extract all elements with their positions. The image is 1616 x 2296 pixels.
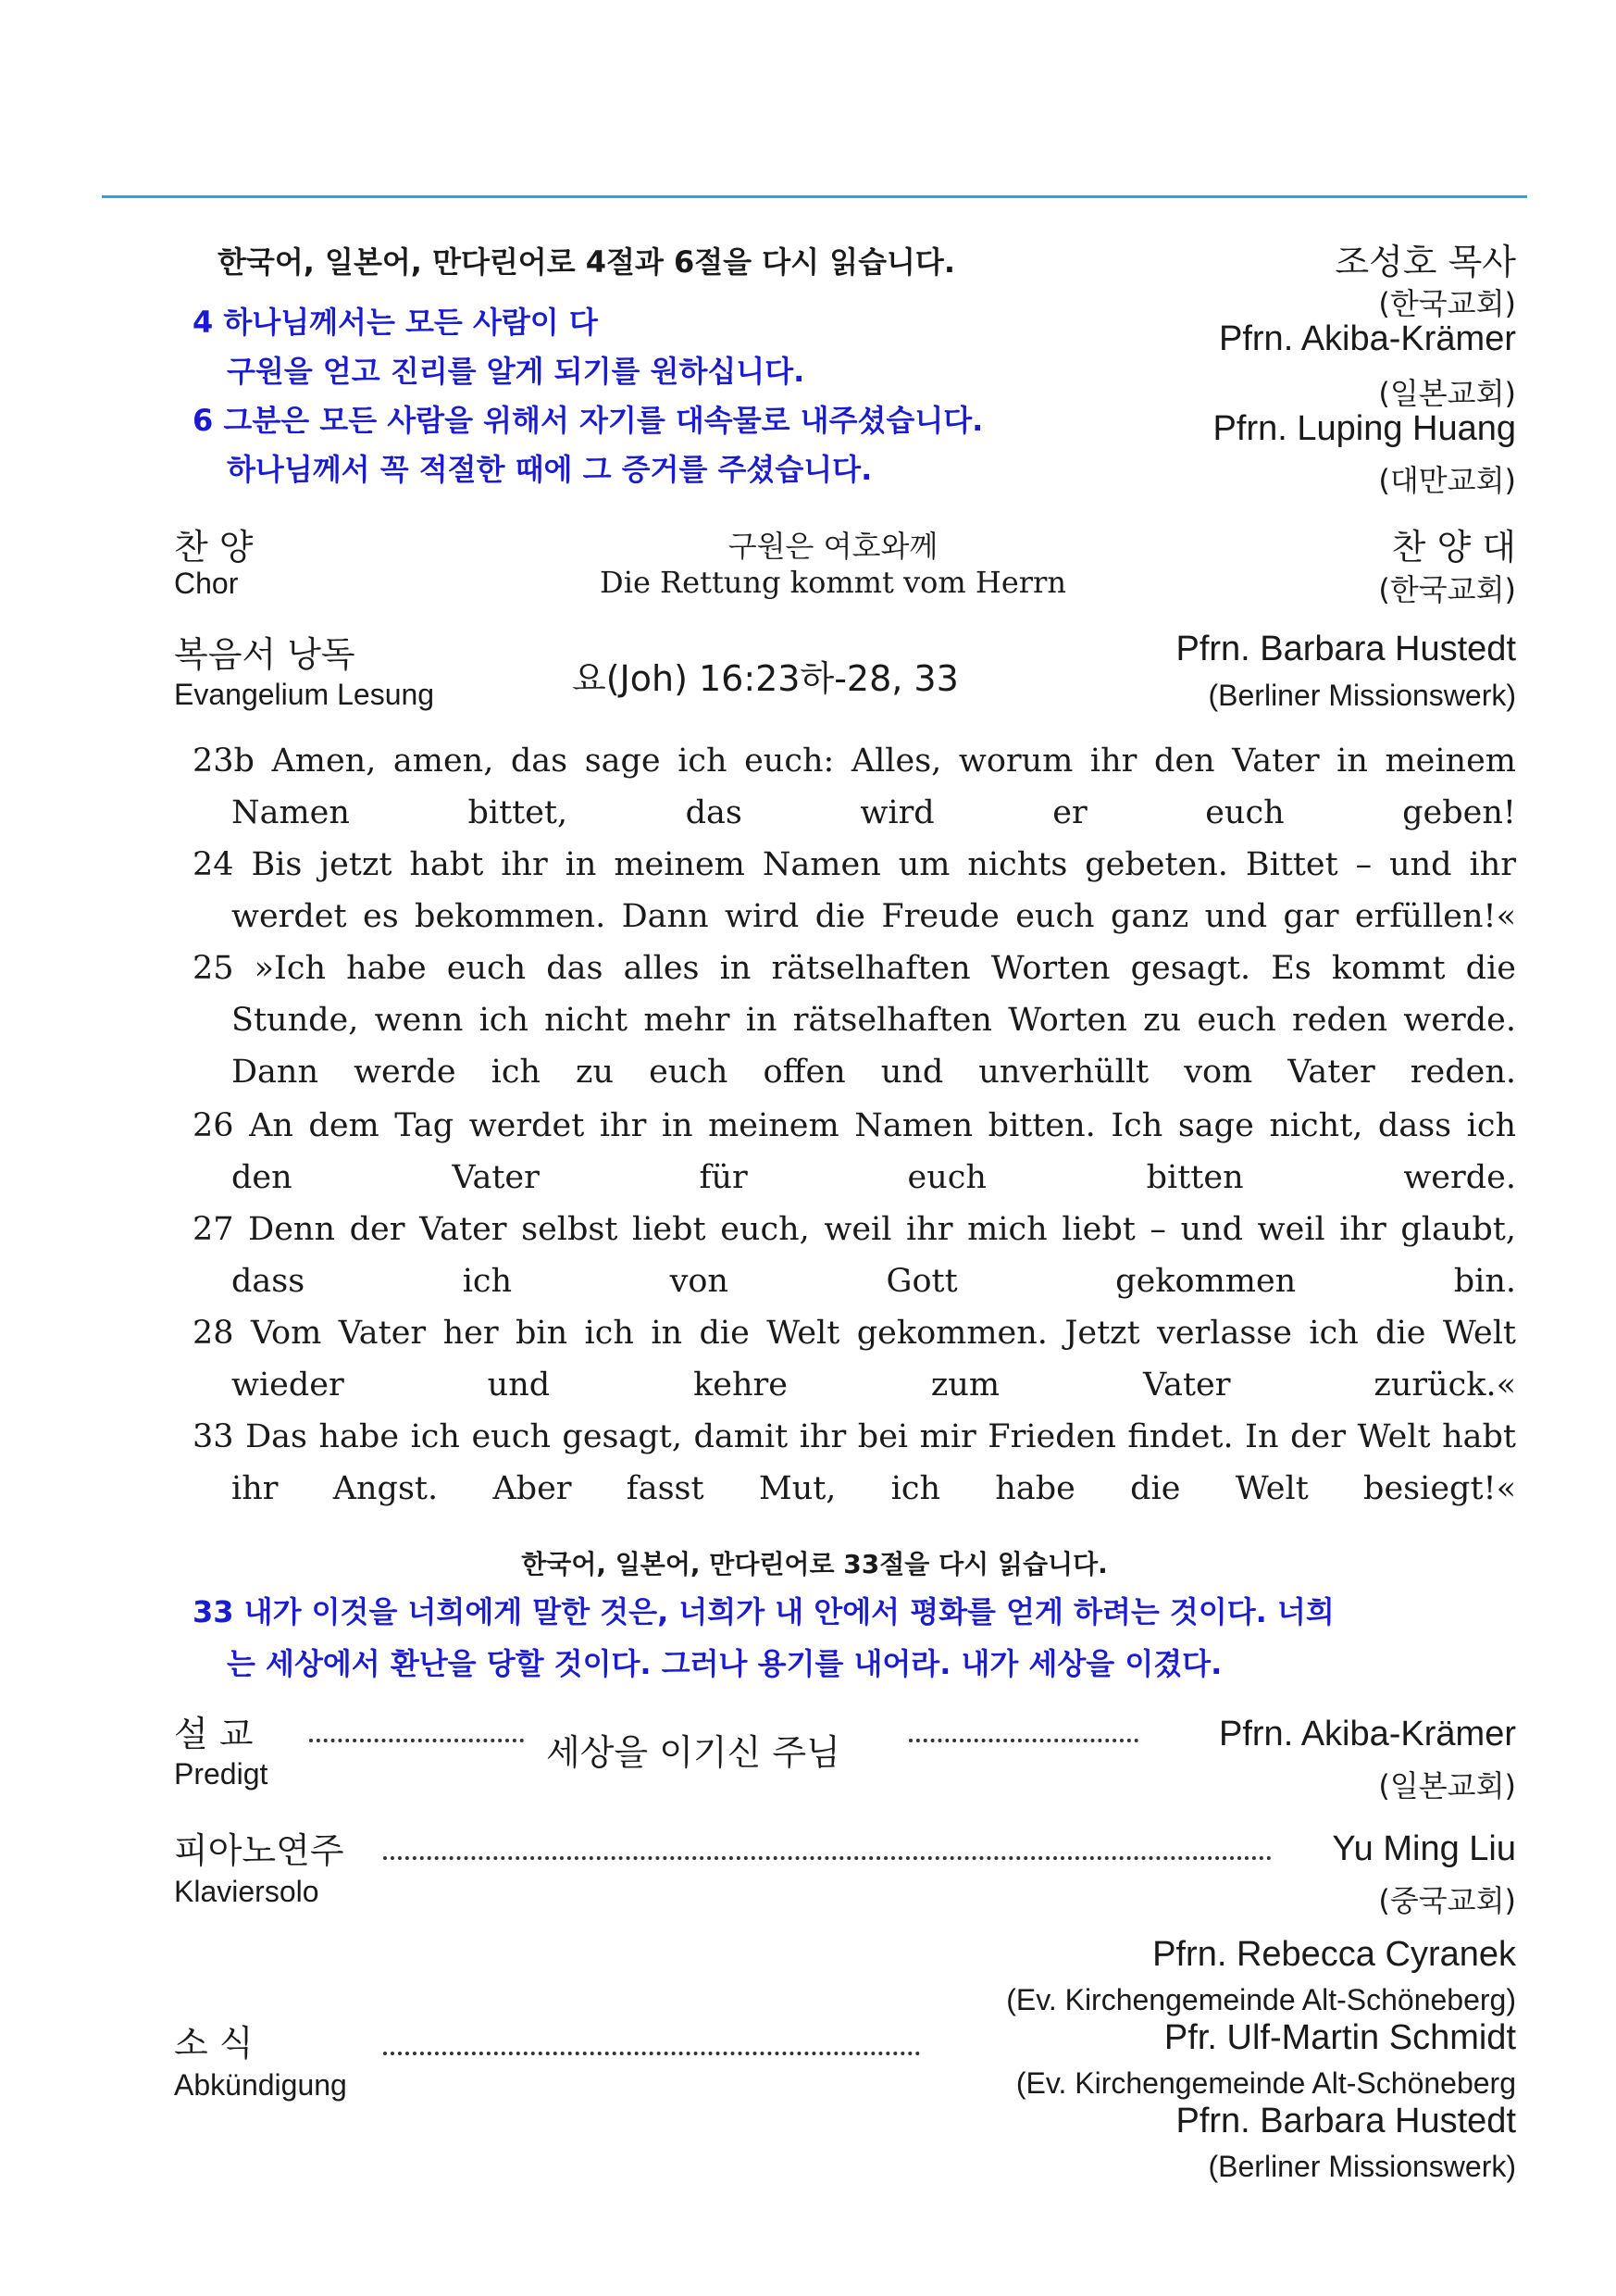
verse33-line1: 33 내가 이것을 너희에게 말한 것은, 너희가 내 안에서 평화를 얻게 하려는 것이다. 너희 [193, 1594, 1335, 1629]
reading2-instruction: 한국어, 일본어, 만다린어로 33절을 다시 읽습니다. [521, 1549, 1108, 1579]
piano-label-ko: 피아노연주 [174, 1830, 344, 1871]
reader2-church: (일본교회) [1378, 376, 1516, 411]
sermon-label-ko: 설 교 [174, 1714, 254, 1754]
reader1-church: (한국교회) [1378, 286, 1516, 321]
announcer2-org: (Ev. Kirchengemeinde Alt-Schöneberg [1015, 2066, 1516, 2100]
announcements-label-ko: 소 식 [174, 2023, 254, 2064]
piano-performer: Yu Ming Liu [1332, 1829, 1516, 1868]
reader3-church: (대만교회) [1378, 463, 1516, 498]
gospel-reader: Pfrn. Barbara Hustedt [1175, 630, 1516, 668]
verse33-line2: 는 세상에서 환난을 당할 것이다. 그러나 용기를 내어라. 내가 세상을 이겼다. [227, 1646, 1223, 1681]
verse6-line1: 6 그분은 모든 사람을 위해서 자기를 대속물로 내주셨습니다. [193, 403, 984, 438]
gospel-verse-25: 25 »Ich habe euch das alles in rätselhaften Worten gesagt. Es kommt die Stunde, wenn ich nicht mehr in rätselhaften Worten zu euch reden werde. Dann werde ich zu euch offen und unverhüllt vom Vater reden. [193, 950, 1516, 1091]
gospel-verse-27: 27 Denn der Vater selbst liebt euch, weil ihr mich liebt – und weil ihr glaubt, dass ich von Gott gekommen bin. [193, 1211, 1516, 1300]
chor-label-de: Chor [174, 567, 239, 600]
piano-church: (중국교회) [1378, 1883, 1516, 1918]
announcer3-name: Pfrn. Barbara Hustedt [1175, 2102, 1516, 2140]
chor-title-de: Die Rettung kommt vom Herrn [600, 565, 1066, 600]
piano-leader [383, 1856, 1272, 1860]
gospel-label-ko: 복음서 낭독 [174, 634, 355, 675]
gospel-verse-33: 33 Das habe ich euch gesagt, damit ihr bei mir Frieden findet. In der Welt habt ihr Angst. Aber fasst Mut, ich habe die Welt besiegt!« [193, 1418, 1516, 1507]
gospel-verse-23b: 23b Amen, amen, das sage ich euch: Alles, worum ihr den Vater in meinem Namen bittet, das wird er euch geben! [193, 742, 1516, 831]
reading1-instruction: 한국어, 일본어, 만다린어로 4절과 6절을 다시 읽습니다. [218, 244, 955, 280]
reader3-name: Pfrn. Luping Huang [1212, 409, 1516, 448]
piano-label-de: Klaviersolo [174, 1875, 319, 1908]
reader1-name: 조성호 목사 [1335, 242, 1516, 282]
sermon-leader-left [309, 1739, 524, 1742]
announcer1-org: (Ev. Kirchengemeinde Alt-Schöneberg) [1006, 1983, 1516, 2016]
chor-label-ko: 찬 양 [174, 527, 254, 568]
gospel-verse-28: 28 Vom Vater her bin ich in die Welt gekommen. Jetzt verlasse ich die Welt wieder und kehre zum Vater zurück.« [193, 1315, 1516, 1404]
top-divider [102, 195, 1527, 198]
announcer3-org: (Berliner Missionswerk) [1208, 2150, 1516, 2183]
gospel-label-de: Evangelium Lesung [174, 678, 435, 711]
gospel-org: (Berliner Missionswerk) [1208, 679, 1516, 712]
gospel-reference: 요(Joh) 16:23하-28, 33 [572, 658, 959, 699]
chor-title-ko: 구원은 여호와께 [727, 529, 939, 564]
chor-performer: 찬 양 대 [1391, 527, 1516, 568]
sermon-leader-right [909, 1739, 1138, 1742]
sermon-title: 세상을 이기신 주님 [546, 1732, 840, 1773]
reader2-name: Pfrn. Akiba-Krämer [1219, 319, 1516, 358]
sermon-church: (일본교회) [1378, 1768, 1516, 1803]
sermon-label-de: Predigt [174, 1757, 268, 1791]
verse4-line2: 구원을 얻고 진리를 알게 되기를 원하십니다. [227, 354, 805, 389]
announcements-label-de: Abkündigung [174, 2068, 347, 2102]
announcer2-name: Pfr. Ulf-Martin Schmidt [1163, 2018, 1516, 2057]
gospel-verse-24: 24 Bis jetzt habt ihr in meinem Namen um nichts gebeten. Bittet – und ihr werdet es bekommen. Dann wird die Freude euch ganz und gar erfüllen!« [193, 846, 1516, 935]
chor-church: (한국교회) [1378, 572, 1516, 607]
sermon-preacher: Pfrn. Akiba-Krämer [1219, 1715, 1516, 1753]
verse6-line2: 하나님께서 꼭 적절한 때에 그 증거를 주셨습니다. [227, 452, 873, 487]
gospel-verse-26: 26 An dem Tag werdet ihr in meinem Namen bitten. Ich sage nicht, dass ich den Vater für euch bitten werde. [193, 1107, 1516, 1196]
announcements-leader [383, 2052, 920, 2055]
announcer1-name: Pfrn. Rebecca Cyranek [1152, 1935, 1516, 1974]
verse4-line1: 4 하나님께서는 모든 사람이 다 [193, 305, 598, 340]
